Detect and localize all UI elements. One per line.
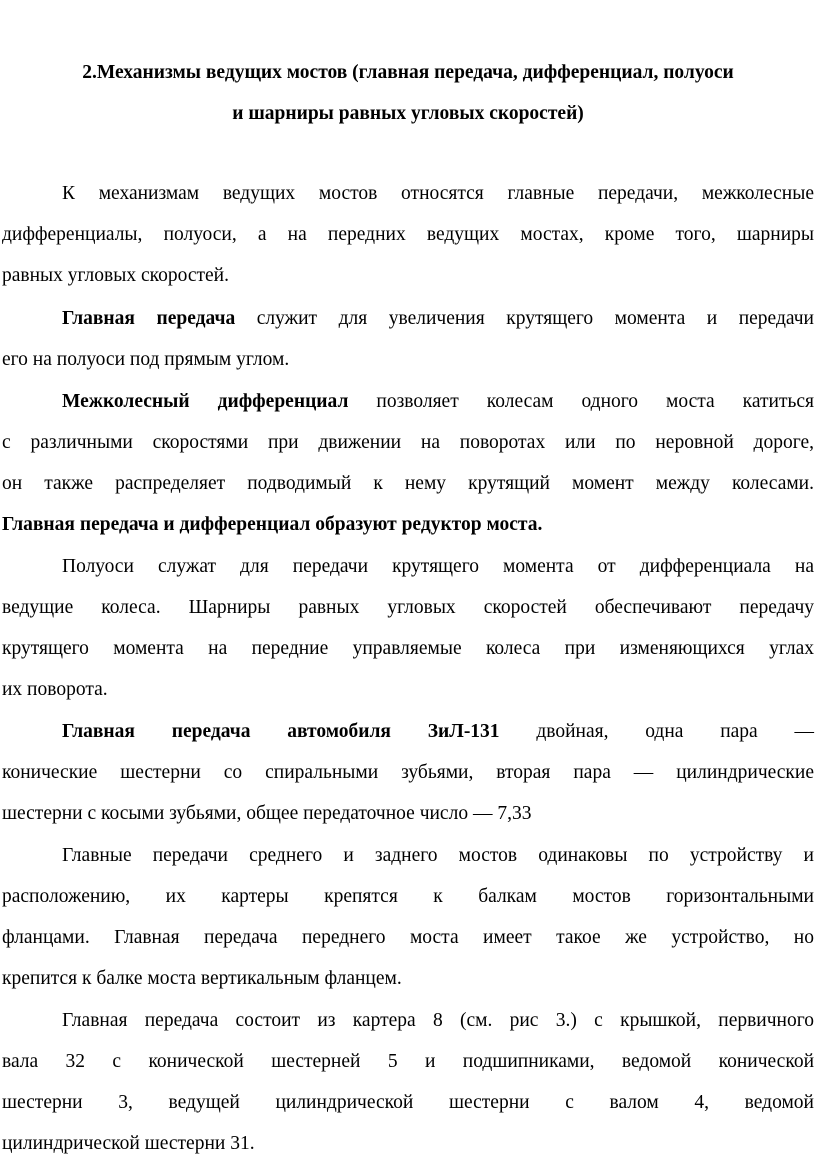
section-heading-line-2: и шарниры равных угловых скоростей): [232, 103, 584, 124]
paragraph-3-line-3: он также распределяет подводимый к нему крутящий момент между колесами.: [2, 473, 814, 494]
section-heading-line-1: 2.Механизмы ведущих мостов (главная передача, дифференциал, полуоси: [82, 62, 734, 83]
term-zil-131-gear: Главная передача автомобиля ЗиЛ-131: [62, 721, 500, 742]
paragraph-5-line-2: конические шестерни со спиральными зубьями, вторая пара — цилиндрические: [2, 762, 814, 783]
paragraph-4-line-3: крутящего момента на передние управляемые колеса при изменяющихся углах: [2, 638, 814, 659]
paragraph-4-line-2: ведущие колеса. Шарниры равных угловых скоростей обеспечивают передачу: [2, 597, 814, 618]
paragraph-3-text: позволяет колесам одного моста катиться: [348, 391, 814, 412]
paragraph-3-line-4-bold: Главная передача и дифференциал образуют редуктор моста.: [2, 514, 543, 535]
paragraph-7-line-3: шестерни 3, ведущей цилиндрической шестерни с валом 4, ведомой: [2, 1092, 814, 1113]
paragraph-4-line-1: Полуоси служат для передачи крутящего момента от дифференциала на: [62, 556, 814, 577]
paragraph-3-line-1: [62, 390, 814, 414]
paragraph-2-line-1: [62, 307, 814, 331]
paragraph-6-line-1: Главные передачи среднего и заднего мостов одинаковы по устройству и: [62, 845, 814, 866]
paragraph-6-line-2: расположению, их картеры крепятся к балкам мостов горизонтальными: [2, 886, 814, 907]
paragraph-5-line-3: шестерни с косыми зубьями, общее передаточное число — 7,33: [2, 803, 532, 824]
paragraph-1-line-2: дифференциалы, полуоси, а на передних ведущих мостах, кроме того, шарниры: [2, 224, 814, 245]
paragraph-7-line-1: Главная передача состоит из картера 8 (см. рис 3.) с крышкой, первичного: [62, 1010, 814, 1031]
term-main-gear: Главная передача: [62, 308, 236, 329]
paragraph-2-text: служит для увеличения крутящего момента и передачи: [235, 308, 814, 329]
paragraph-6-line-3: фланцами. Главная передача переднего моста имеет такое же устройство, но: [2, 927, 814, 948]
paragraph-4-line-4: их поворота.: [2, 679, 108, 700]
paragraph-6-line-4: крепится к балке моста вертикальным фланцем.: [2, 968, 402, 989]
paragraph-1-line-3: равных угловых скоростей.: [2, 265, 229, 286]
paragraph-2-line-2: его на полуоси под прямым углом.: [2, 349, 290, 370]
paragraph-5-line-1: [62, 720, 814, 744]
paragraph-1-line-1: К механизмам ведущих мостов относятся главные передачи, межколесные: [62, 183, 814, 204]
paragraph-3-line-2: с различными скоростями при движении на поворотах или по неровной дороге,: [2, 432, 814, 453]
term-differential: Межколесный дифференциал: [62, 391, 349, 412]
paragraph-5-text: двойная, одна пара —: [499, 721, 814, 742]
paragraph-7-line-2: вала 32 с конической шестерней 5 и подшипниками, ведомой конической: [2, 1051, 814, 1072]
paragraph-7-line-4: цилиндрической шестерни 31.: [2, 1133, 255, 1154]
